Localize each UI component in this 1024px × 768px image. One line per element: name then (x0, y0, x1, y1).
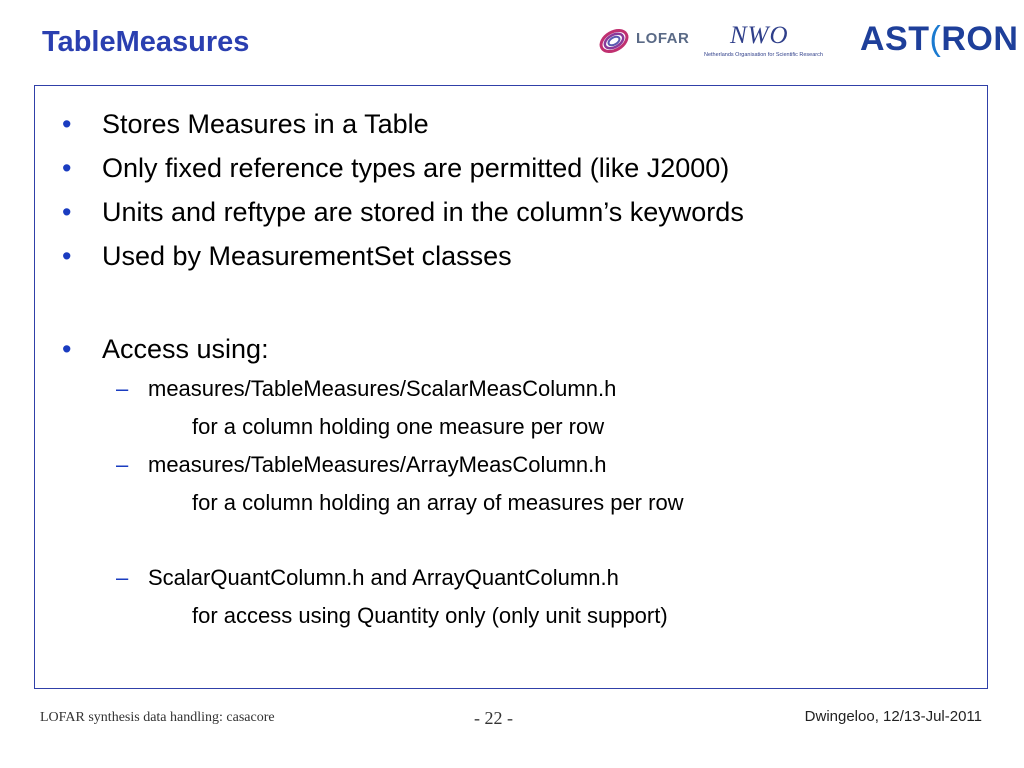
sub-bullet-file: ScalarQuantColumn.h and ArrayQuantColumn.h (148, 565, 619, 590)
nwo-logo (704, 20, 849, 64)
footer-page-number: - 22 - (474, 708, 513, 728)
sub-bullet-description: for a column holding one measure per row (192, 414, 605, 439)
bullet-marker: • (62, 153, 72, 183)
nwo-logo-text: NWO (730, 22, 789, 49)
lofar-logo-icon (596, 20, 636, 60)
bullet-text: Stores Measures in a Table (102, 109, 429, 139)
sub-bullet-file: measures/TableMeasures/ScalarMeasColumn.h (148, 376, 617, 401)
slide-title: TableMeasures (42, 26, 250, 58)
astron-logo-text-a: AST (860, 20, 930, 58)
sub-bullet-file: measures/TableMeasures/ArrayMeasColumn.h (148, 452, 607, 477)
bullet-text: Units and reftype are stored in the column’s keywords (102, 197, 744, 227)
logo-bar (596, 16, 1019, 64)
sub-bullet-description: for a column holding an array of measures per row (192, 490, 684, 515)
footer-location-date: Dwingeloo, 12/13-Jul-2011 (804, 708, 982, 725)
astron-logo-text-b: RON (941, 20, 1019, 58)
bullet-text: Only fixed reference types are permitted (like J2000) (102, 153, 730, 183)
lofar-logo-text: LOFAR (636, 30, 690, 47)
nwo-logo-subtitle: Netherlands Organisation for Scientific Research (704, 52, 823, 58)
bullet-text: Access using: (102, 334, 269, 364)
sub-bullet-description: for access using Quantity only (only unit support) (192, 603, 668, 628)
bullet-marker: • (62, 334, 72, 364)
bullet-text: Used by MeasurementSet classes (102, 241, 512, 271)
dash-marker: – (116, 565, 129, 590)
bullet-marker: • (62, 197, 72, 227)
bullet-marker: • (62, 241, 72, 271)
astron-logo (860, 20, 1018, 59)
dash-marker: – (116, 452, 129, 477)
dash-marker: – (116, 376, 129, 401)
astron-logo-paren: ( (929, 20, 942, 58)
bullet-marker: • (62, 109, 72, 139)
footer-presentation-title: LOFAR synthesis data handling: casacore (40, 710, 275, 725)
